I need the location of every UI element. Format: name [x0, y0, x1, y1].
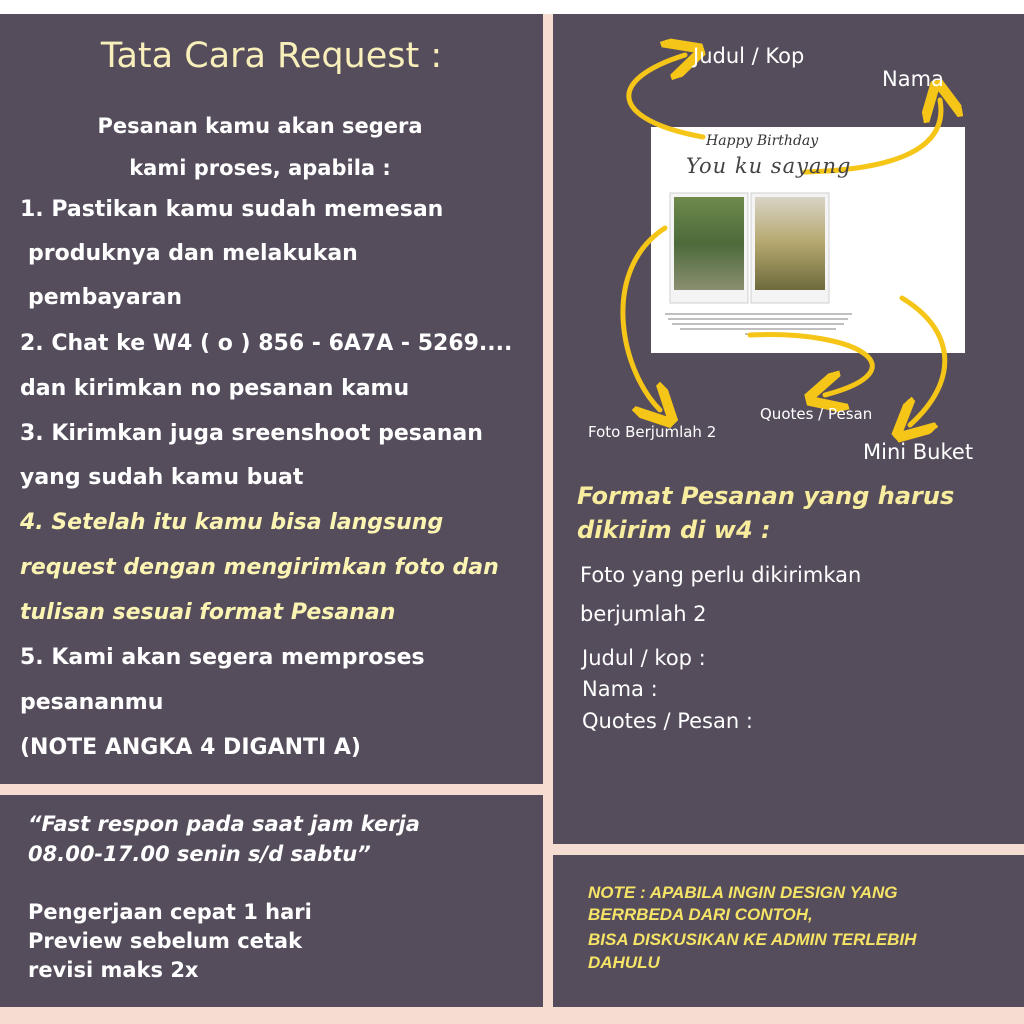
feature-line: Preview sebelum cetak — [28, 929, 303, 953]
photo-text-2: berjumlah 2 — [580, 602, 707, 626]
step-line: produknya dan melakukan — [28, 241, 358, 266]
quote-line-1: “Fast respon pada saat jam kerja — [28, 812, 420, 836]
format-heading-2: dikirim di w4 : — [577, 516, 771, 544]
step-line: pembayaran — [28, 285, 183, 310]
note-line: DAHULU — [588, 953, 660, 972]
label-judul: Judul / Kop — [693, 44, 805, 68]
step-line: 5. Kami akan segera memproses — [20, 645, 425, 670]
field-nama: Nama : — [582, 677, 658, 701]
intro-line-2: kami proses, apabila : — [129, 156, 391, 180]
note-line: NOTE : APABILA INGIN DESIGN YANG — [588, 883, 898, 902]
photo-1 — [674, 197, 744, 290]
feature-line: Pengerjaan cepat 1 hari — [28, 900, 312, 924]
field-judul: Judul / kop : — [582, 646, 706, 670]
quote-line-2: 08.00-17.00 senin s/d sabtu” — [28, 842, 371, 866]
field-quotes: Quotes / Pesan : — [582, 709, 753, 733]
label-nama: Nama — [882, 67, 944, 91]
note-line: BISA DISKUSIKAN KE ADMIN TERLEBIH — [588, 930, 917, 949]
note-line: BERRBEDA DARI CONTOH, — [588, 905, 813, 924]
page-title: Tata Cara Request : — [100, 36, 443, 76]
format-heading-1: Format Pesanan yang harus — [577, 482, 955, 510]
step-line: 2. Chat ke W4 ( o ) 856 - 6A7A - 5269.... — [20, 331, 513, 356]
step-note: (NOTE ANGKA 4 DIGANTI A) — [20, 735, 361, 760]
step-line-highlight: tulisan sesuai format Pesanan — [20, 600, 396, 625]
label-buket: Mini Buket — [863, 440, 974, 464]
label-foto: Foto Berjumlah 2 — [588, 423, 717, 441]
step-line: yang sudah kamu buat — [20, 465, 304, 490]
step-line-highlight: 4. Setelah itu kamu bisa langsung — [20, 510, 444, 535]
photo-2 — [755, 197, 825, 290]
card-name: You ku sayang — [686, 154, 852, 178]
label-quotes: Quotes / Pesan — [760, 405, 873, 423]
step-line: dan kirimkan no pesanan kamu — [20, 376, 410, 401]
photo-text-1: Foto yang perlu dikirimkan — [580, 563, 862, 587]
feature-line: revisi maks 2x — [28, 958, 199, 982]
intro-line-1: Pesanan kamu akan segera — [97, 114, 423, 138]
card-heading: Happy Birthday — [706, 133, 819, 149]
step-line-highlight: request dengan mengirimkan foto dan — [20, 555, 499, 580]
step-line: 1. Pastikan kamu sudah memesan — [20, 197, 444, 222]
step-line: 3. Kirimkan juga sreenshoot pesanan — [20, 421, 483, 446]
step-line: pesananmu — [20, 690, 164, 715]
